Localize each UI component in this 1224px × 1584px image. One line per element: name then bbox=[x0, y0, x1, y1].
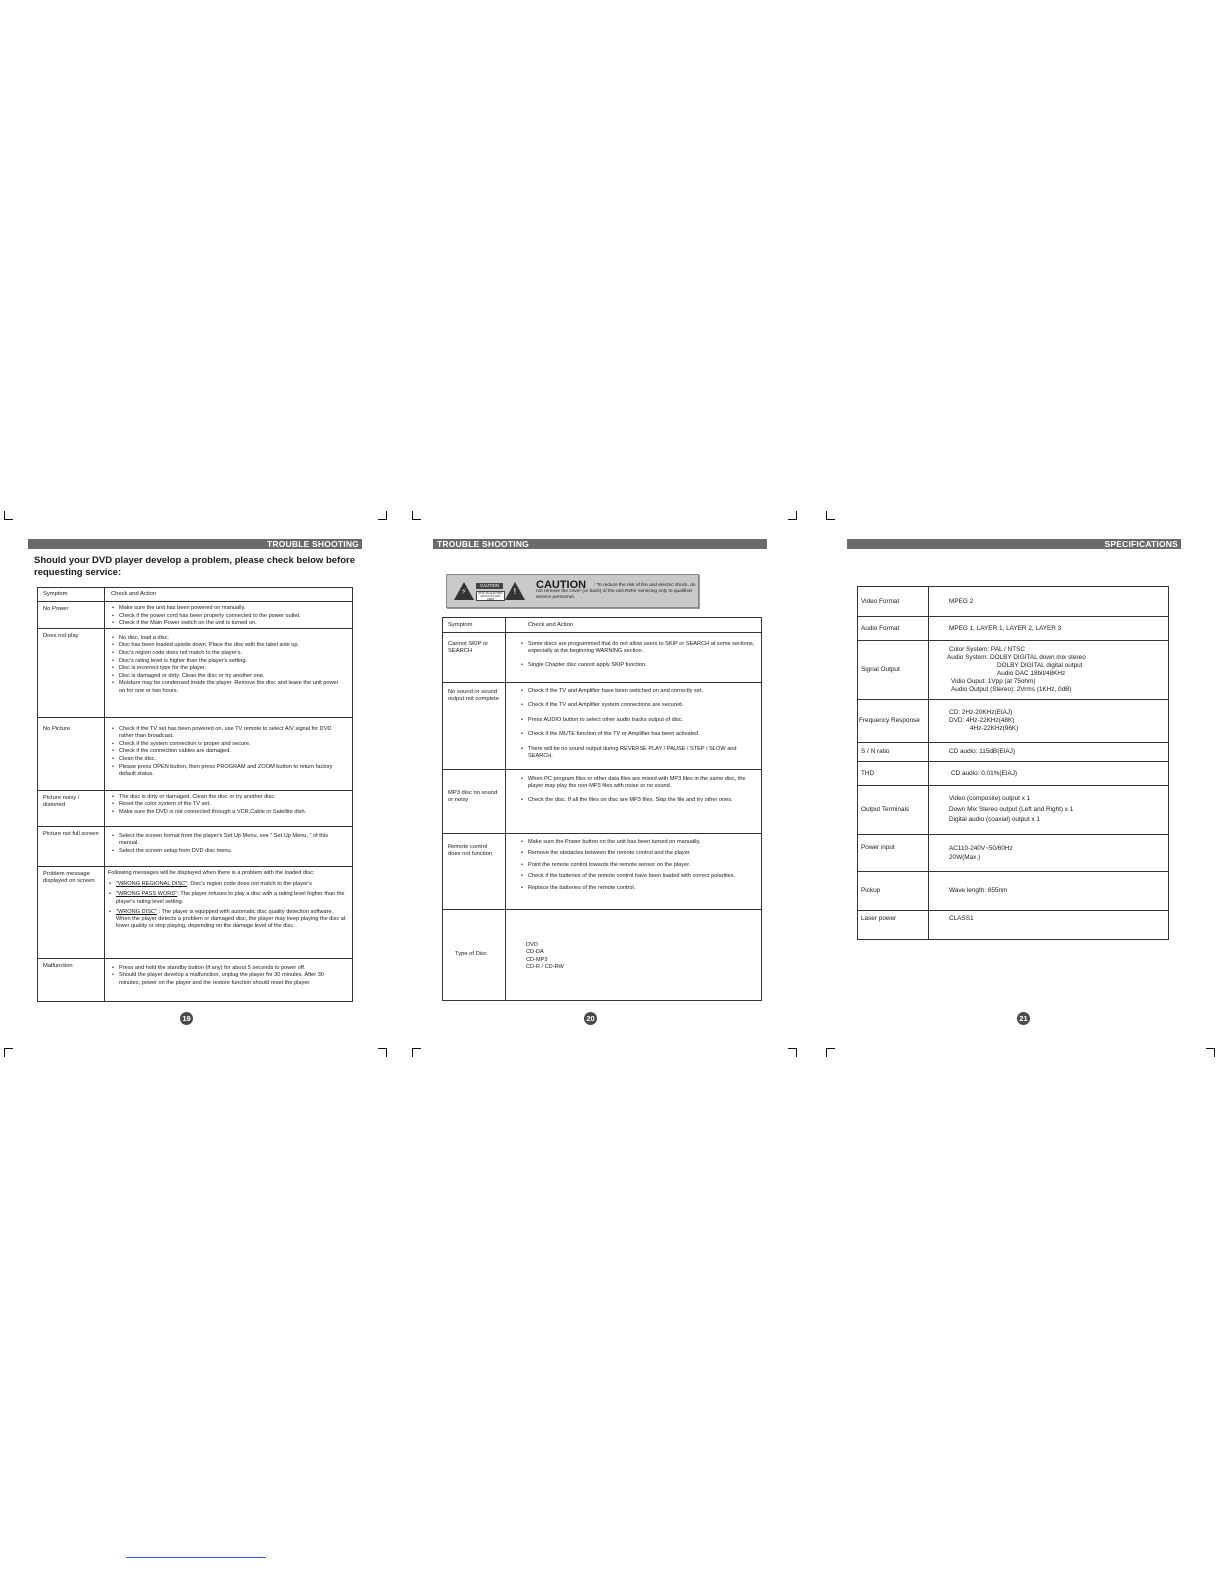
spec-value: Wave length: 655nm bbox=[929, 872, 1169, 911]
spec-line: Vidio Ouput: 1Vpp (at 75ohm) bbox=[951, 678, 1036, 685]
action-item: • Disc is incorrect type for the player. bbox=[111, 665, 346, 672]
crop-mark bbox=[826, 1048, 835, 1057]
spec-line: CD: 2Hz-20KHz(EIAJ) bbox=[949, 709, 1013, 716]
crop-mark bbox=[378, 1048, 387, 1057]
error-message bbox=[108, 881, 346, 888]
page-number: 21 bbox=[1017, 1012, 1030, 1025]
spec-label: Output Terminals bbox=[858, 786, 929, 835]
error-text: : The player is equipped with automatic disc quality detection software. When the player detects a problem or damaged disc, the player may keep playing the disc at lower quality or stop playing, depending on the damage level of the disc. bbox=[116, 908, 346, 930]
action-item: • Disc's rating level is higher than the player's setting. bbox=[111, 658, 346, 665]
symptom-cell: No Picture bbox=[38, 717, 105, 790]
spec-label: Pickup bbox=[858, 872, 929, 911]
section-band: TROUBLE SHOOTING bbox=[28, 539, 362, 549]
action-item: • Select the screen setup from DVD disc menu. bbox=[111, 848, 346, 855]
symptom-cell: Cannot SKIP or SEARCH bbox=[443, 633, 506, 683]
action-item: • When PC program files or other data files are mixed with MP3 files in the same disc, the player may play the non-MP3 files with noise or no sound. bbox=[520, 776, 755, 791]
action-item: • The disc is dirty or damaged. Clean the disc or try another disc. bbox=[111, 794, 346, 801]
action-item: • Some discs are programmed that do not allow users to SKIP or SEARCH at some sections, especially at the beginning WARNING section. bbox=[520, 641, 755, 656]
column-header: Check and Action bbox=[506, 618, 762, 633]
action-item: • Press AUDIO button to select other audio tracks output of disc. bbox=[520, 717, 755, 724]
spec-label: Power input bbox=[858, 835, 929, 872]
troubleshooting-table bbox=[37, 587, 353, 1002]
action-item: • Check if the connection cables are damaged. bbox=[111, 748, 346, 755]
error-text: : Disc's region code does not match to the player's bbox=[187, 881, 312, 888]
heading-line: requesting service: bbox=[34, 567, 122, 578]
crop-mark bbox=[788, 511, 797, 520]
spec-label: Video Format bbox=[858, 587, 929, 617]
symptom-cell: Problem message displayed on screen bbox=[38, 866, 105, 958]
error-text: : The player refuses to play a disc with a rating level higher than the player's rating level setting. bbox=[116, 891, 345, 905]
error-message bbox=[108, 909, 346, 931]
spec-value: MPEG 2 bbox=[929, 587, 1169, 617]
action-item: • Disc's region code does not match to the player's. bbox=[111, 650, 346, 657]
message-intro: Following messages will be displayed when there is a problem with the loaded disc: bbox=[108, 869, 315, 876]
crop-mark bbox=[4, 511, 13, 520]
action-item: • Check if the batteries of the remote control have been loaded with correct polarities. bbox=[520, 873, 755, 880]
action-item: • Remove the obstacles between the remote control and the player. bbox=[520, 850, 755, 857]
spec-line: Audio DAC 18bit/48KHz bbox=[997, 670, 1066, 677]
spec-value bbox=[929, 641, 1169, 700]
action-item: • Check if the system connection is proper and secure. bbox=[111, 741, 346, 748]
spec-line: Audio System: DOLBY DIGITAL down mix stereo bbox=[947, 654, 1086, 661]
action-item: • There will be no sound output during REVERSE PLAY / PAUSE / STEP / SLOW and SEARCH. bbox=[520, 746, 755, 761]
page-heading bbox=[34, 555, 364, 579]
symptom-cell: MP3 disc no sound or noisy bbox=[443, 770, 506, 834]
action-item: • Check if the power cord has been properly connected to the power outlet. bbox=[111, 613, 346, 620]
symptom-cell: Picture noisy / distorted bbox=[38, 790, 105, 826]
action-item: • Single Chapter disc cannot apply SKIP function. bbox=[520, 662, 755, 669]
spec-line: Audio Output (Stereo): 2Vrms (1KHz, 0dB) bbox=[951, 686, 1072, 693]
crop-mark bbox=[378, 511, 387, 520]
disc-type: CD-R / CD-RW bbox=[526, 963, 564, 970]
page-number: 20 bbox=[584, 1012, 597, 1025]
action-item: • Clean the disc. bbox=[111, 756, 346, 763]
action-item: • Should the player develop a malfunction, unplug the player for 30 minutes. After 30 minutes, power on the player and the restore function should reset the player. bbox=[111, 972, 346, 987]
spec-value bbox=[929, 786, 1169, 835]
action-item: • Make sure the DVD is not connected through a VCR,Cable or Satellite dish. bbox=[111, 809, 346, 816]
exclamation-triangle-icon: ! bbox=[505, 582, 525, 600]
spec-value bbox=[929, 700, 1169, 743]
symptom-cell: No Power bbox=[38, 602, 105, 629]
section-band: TROUBLE SHOOTING bbox=[433, 539, 767, 549]
spec-line: DVD: 4Hz-22KHz(48K) bbox=[949, 717, 1015, 724]
action-item: • Moisture may be condensed inside the player. Remove the disc and leave the unit power on for one or two hours. bbox=[111, 680, 346, 695]
action-item: • No disc, load a disc. bbox=[111, 635, 346, 642]
column-header: Symptom bbox=[443, 618, 506, 633]
crop-mark bbox=[1206, 1048, 1215, 1057]
caution-badge: CAUTION bbox=[476, 583, 503, 589]
spec-label: Laser power bbox=[858, 911, 929, 940]
action-item: • Press and hold the standby button (if any) for about 5 seconds to power off. bbox=[111, 965, 346, 972]
caution-text: : To reduce the risk of fire and electric shock, do not remove the cover (or back) of the unit.Refer servicing only to qualified service personnel. bbox=[536, 583, 696, 601]
disc-type: CD-MP3 bbox=[526, 956, 548, 963]
spec-line: Color System: PAL / NTSC bbox=[949, 646, 1025, 653]
spec-value: CLASS1 bbox=[929, 911, 1169, 940]
action-item: • Disc has been loaded upside down. Place the disc with the label side up. bbox=[111, 642, 346, 649]
action-item: • Select the screen format from the player's Set Up Menu, see " Set Up Menu, " of this manual. bbox=[111, 833, 346, 848]
spec-value: MPEG 1, LAYER 1, LAYER 2, LAYER 3 bbox=[929, 617, 1169, 641]
crop-mark bbox=[4, 1048, 13, 1057]
spec-line: DOLBY DIGITAL digital output bbox=[997, 662, 1083, 669]
spec-line: Video (composite) output x 1 bbox=[949, 795, 1031, 803]
symptom-cell: Does not play bbox=[38, 628, 105, 717]
spec-value bbox=[929, 835, 1169, 872]
error-code: "WRONG REGIONAL DISC" bbox=[116, 881, 188, 888]
action-item: • Check if the MUTE function of the TV or Amplifier has been activated. bbox=[520, 731, 755, 738]
symptom-cell: Type of Disc bbox=[443, 910, 506, 1001]
spec-line: 4Hz-22KHz(96K) bbox=[970, 725, 1019, 732]
spec-line: Down Mix Stereo output (Left and Right) x 1 bbox=[949, 805, 1074, 813]
action-item: • Make sure the Power button on the unit has been turned on manually. bbox=[520, 839, 755, 846]
action-item: • Please press OPEN button, then press PROGRAM and ZOOM button to return factory default status. bbox=[111, 764, 346, 779]
column-header: Symptom bbox=[38, 588, 105, 602]
action-item: • Replace the batteries of the remote control. bbox=[520, 885, 755, 892]
spec-label: Audio Format bbox=[858, 617, 929, 641]
crop-mark bbox=[826, 511, 835, 520]
caution-badge-subtext: RISK OF ELECTRIC SHOCK DO NOT OPEN bbox=[476, 591, 505, 601]
spec-line: Digital audio (coaxial) output x 1 bbox=[949, 816, 1040, 824]
error-message bbox=[108, 891, 346, 906]
heading-line: Should your DVD player develop a problem, please check below before bbox=[34, 555, 355, 566]
symptom-cell: Remote control does not function bbox=[443, 834, 506, 910]
symptom-cell: No sound or sound output not complete bbox=[443, 683, 506, 770]
symptom-cell: Malfunction bbox=[38, 958, 105, 1001]
disc-type: DVD bbox=[526, 941, 538, 948]
page-number: 19 bbox=[180, 1012, 193, 1025]
spec-label: Signal Output bbox=[858, 641, 929, 700]
symptom-cell: Picture not full screen bbox=[38, 826, 105, 866]
crop-mark bbox=[412, 1048, 421, 1057]
action-item: • Check if the Main Power switch on the unit is turned on. bbox=[111, 620, 346, 627]
column-header: Check and Action bbox=[105, 588, 353, 602]
spec-label: Frequency Response bbox=[858, 700, 929, 743]
spec-value: CD audio: 0.01%(EIAJ) bbox=[929, 762, 1169, 786]
disc-type: CD-DA bbox=[526, 949, 544, 956]
specifications-table bbox=[857, 586, 1169, 940]
action-item: • Make sure the unit has been powered on manually. bbox=[111, 605, 346, 612]
crop-mark bbox=[788, 1048, 797, 1057]
spec-value: CD audio: 115dB(EIAJ) bbox=[929, 743, 1169, 762]
error-code: "WRONG DISC" bbox=[116, 908, 157, 915]
spec-label: THD bbox=[858, 762, 929, 786]
action-item: • Check if the TV and Amplifier have been switched on and correctly set. bbox=[520, 688, 755, 695]
action-item: • Disc is damaged or dirty. Clean the disc or try another one. bbox=[111, 673, 346, 680]
action-item: • Reset the color system of the TV set. bbox=[111, 801, 346, 808]
warning-triangle-icon: ⚡ bbox=[454, 582, 474, 600]
caution-label bbox=[446, 574, 699, 608]
section-band: SPECIFICATIONS bbox=[847, 539, 1181, 549]
action-item: • Point the remote control towards the remote sensor on the player. bbox=[520, 862, 755, 869]
action-item: • Check if the TV and Amplifier system connections are secured. bbox=[520, 702, 755, 709]
spec-line: 20W(Max.) bbox=[949, 854, 981, 861]
action-item: • Check if the TV set has been powered on, use TV remote to select A/V signal for DVD rather than broadcast. bbox=[111, 726, 346, 741]
crop-mark bbox=[412, 511, 421, 520]
spec-line: AC110-240V~50/60Hz bbox=[949, 845, 1013, 852]
action-item: • Check the disc. If all the files on disc are MP3 files. Skip the file and try other ones. bbox=[520, 797, 755, 804]
spec-label: S / N ratio bbox=[858, 743, 929, 762]
link-underline[interactable] bbox=[126, 1557, 266, 1558]
caution-title: CAUTION bbox=[536, 579, 587, 591]
error-code: "WRONG PASS WORD" bbox=[116, 891, 178, 898]
troubleshooting-table bbox=[442, 617, 762, 1001]
